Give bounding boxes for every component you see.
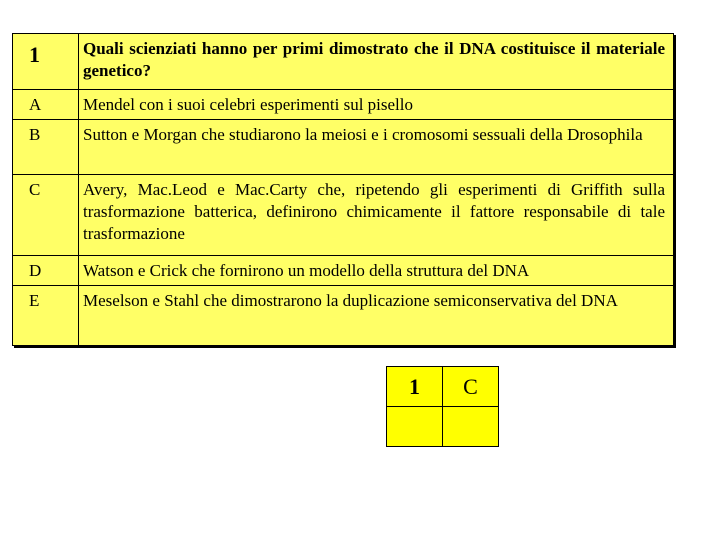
option-key: B (13, 120, 79, 175)
option-text: Avery, Mac.Leod e Mac.Carty che, ripetendo gli esperimenti di Griffith sulla trasformazione batterica, definirono chimicamente il fattore responsabile di tale trasformazione (79, 175, 674, 256)
option-key: D (13, 256, 79, 286)
answer-empty-cell[interactable] (387, 407, 443, 447)
answer-letter: C (443, 367, 499, 407)
option-key: A (13, 90, 79, 120)
option-text: Watson e Crick che fornirono un modello della struttura del DNA (79, 256, 674, 286)
option-key: E (13, 286, 79, 346)
question-row (13, 34, 674, 90)
option-row-d[interactable] (13, 256, 674, 286)
answer-grid (386, 366, 499, 447)
option-row-c[interactable] (13, 175, 674, 256)
answer-row (387, 367, 499, 407)
answer-question-number: 1 (387, 367, 443, 407)
question-number: 1 (13, 34, 79, 90)
option-text: Meselson e Stahl che dimostrarono la duplicazione semiconservativa del DNA (79, 286, 674, 346)
option-text: Mendel con i suoi celebri esperimenti sul pisello (79, 90, 674, 120)
option-row-a[interactable] (13, 90, 674, 120)
option-text: Sutton e Morgan che studiarono la meiosi e i cromosomi sessuali della Drosophila (79, 120, 674, 175)
option-key: C (13, 175, 79, 256)
question-table (12, 33, 674, 346)
option-row-e[interactable] (13, 286, 674, 346)
answer-empty-row (387, 407, 499, 447)
answer-empty-cell[interactable] (443, 407, 499, 447)
option-row-b[interactable] (13, 120, 674, 175)
question-text: Quali scienziati hanno per primi dimostrato che il DNA costituisce il materiale genetico? (79, 34, 674, 90)
